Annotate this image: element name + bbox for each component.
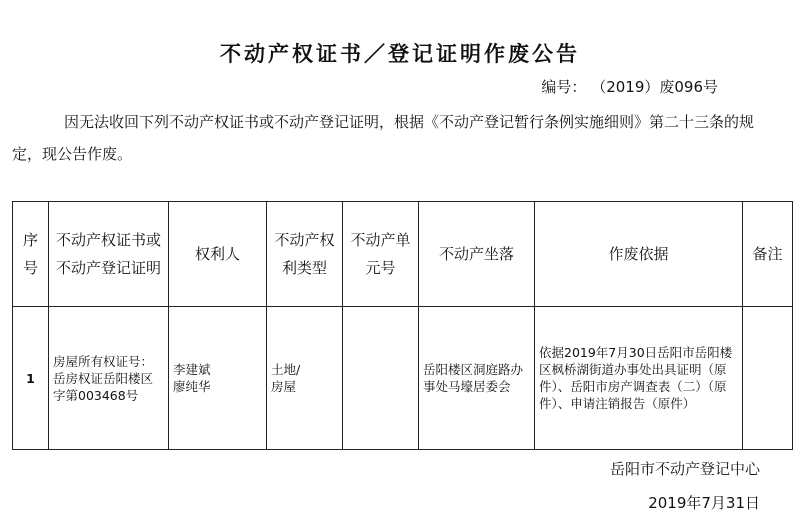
- table-header-row: [13, 202, 793, 307]
- cell-remarks: [743, 307, 793, 450]
- cell-no: 1: [13, 307, 49, 450]
- document-number: 编号： （2019）废096号: [541, 78, 718, 96]
- cell-holder: 李建斌 廖纯华: [169, 307, 267, 450]
- header-remarks: 备注: [743, 202, 793, 307]
- cell-unit-no: [343, 307, 419, 450]
- cell-right-type: 土地/ 房屋: [267, 307, 343, 450]
- issuer-name: 岳阳市不动产登记中心: [609, 460, 760, 478]
- cell-location: 岳阳楼区洞庭路办事处马壕居委会: [419, 307, 535, 450]
- header-holder: 权利人: [169, 202, 267, 307]
- cell-basis: 依据2019年7月30日岳阳市岳阳楼区枫桥湖街道办事处出具证明（原件）、岳阳市房产调查表（二）（原件）、申请注销报告（原件）: [535, 307, 743, 450]
- cell-certificate: 房屋所有权证号：岳房权证岳阳楼区字第003468号: [49, 307, 169, 450]
- void-certificate-table: [12, 201, 793, 450]
- header-basis: 作废依据: [535, 202, 743, 307]
- header-certificate: 不动产权证书或不动产登记证明: [49, 202, 169, 307]
- table-row: [13, 307, 793, 450]
- issue-date: 2019年7月31日: [648, 494, 760, 512]
- intro-paragraph: 因无法收回下列不动产权证书或不动产登记证明，根据《不动产登记暂行条例实施细则》第二十三条的规定，现公告作废。: [12, 113, 755, 163]
- page-title: 不动产权证书／登记证明作废公告: [220, 42, 580, 66]
- header-unit-no: 不动产单元号: [343, 202, 419, 307]
- header-location: 不动产坐落: [419, 202, 535, 307]
- header-right-type: 不动产权利类型: [267, 202, 343, 307]
- header-no: 序号: [13, 202, 49, 307]
